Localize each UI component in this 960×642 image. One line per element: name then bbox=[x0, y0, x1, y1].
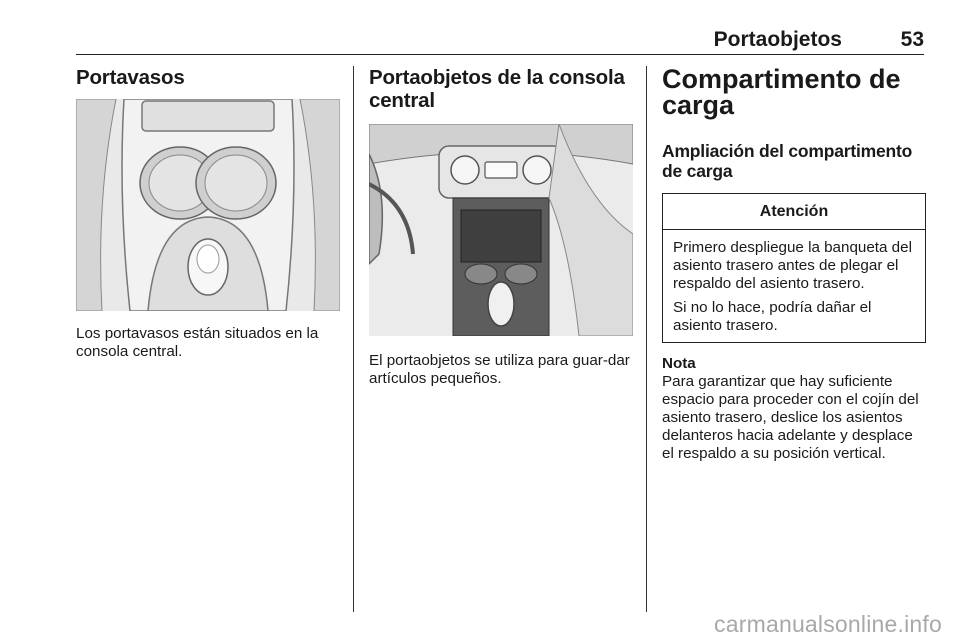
warning-paragraph: Primero despliegue la banqueta del asiento trasero antes de plegar el respaldo del asiento trasero. bbox=[673, 239, 912, 292]
note-text: Para garantizar que hay suficiente espacio para proceder con el cojín del asiento trasero, deslice los asientos delanteros hacia adelante y desplace el respaldo a su posición vertical. bbox=[662, 373, 919, 462]
note-label: Nota bbox=[662, 355, 696, 372]
header-title: Portaobjetos bbox=[713, 28, 842, 51]
section-heading: Portaobjetos de la consola central bbox=[369, 66, 625, 112]
column-divider bbox=[646, 66, 647, 612]
column-center-console bbox=[369, 66, 633, 388]
column-divider bbox=[353, 66, 354, 612]
warning-paragraph: Si no lo hace, podría dañar el asiento trasero. bbox=[673, 299, 872, 334]
body-text: El portaobjetos se utiliza para guar-dar artículos pequeños. bbox=[369, 352, 630, 387]
column-cupholders bbox=[76, 66, 340, 361]
page-header bbox=[76, 26, 924, 55]
body-text: Los portavasos están situados en la consola central. bbox=[76, 325, 319, 360]
section-heading: Compartimento de carga bbox=[662, 64, 901, 120]
subsection-heading: Ampliación del compartimento de carga bbox=[662, 141, 913, 181]
section-heading: Portavasos bbox=[76, 66, 185, 89]
cupholder-illustration bbox=[76, 99, 340, 311]
warning-box bbox=[662, 193, 926, 343]
column-cargo bbox=[662, 66, 926, 463]
warning-body bbox=[663, 230, 925, 342]
warning-title: Atención bbox=[663, 194, 925, 230]
page-number: 53 bbox=[900, 28, 924, 51]
watermark: carmanualsonline.info bbox=[714, 611, 942, 637]
center-console-illustration bbox=[369, 124, 633, 336]
